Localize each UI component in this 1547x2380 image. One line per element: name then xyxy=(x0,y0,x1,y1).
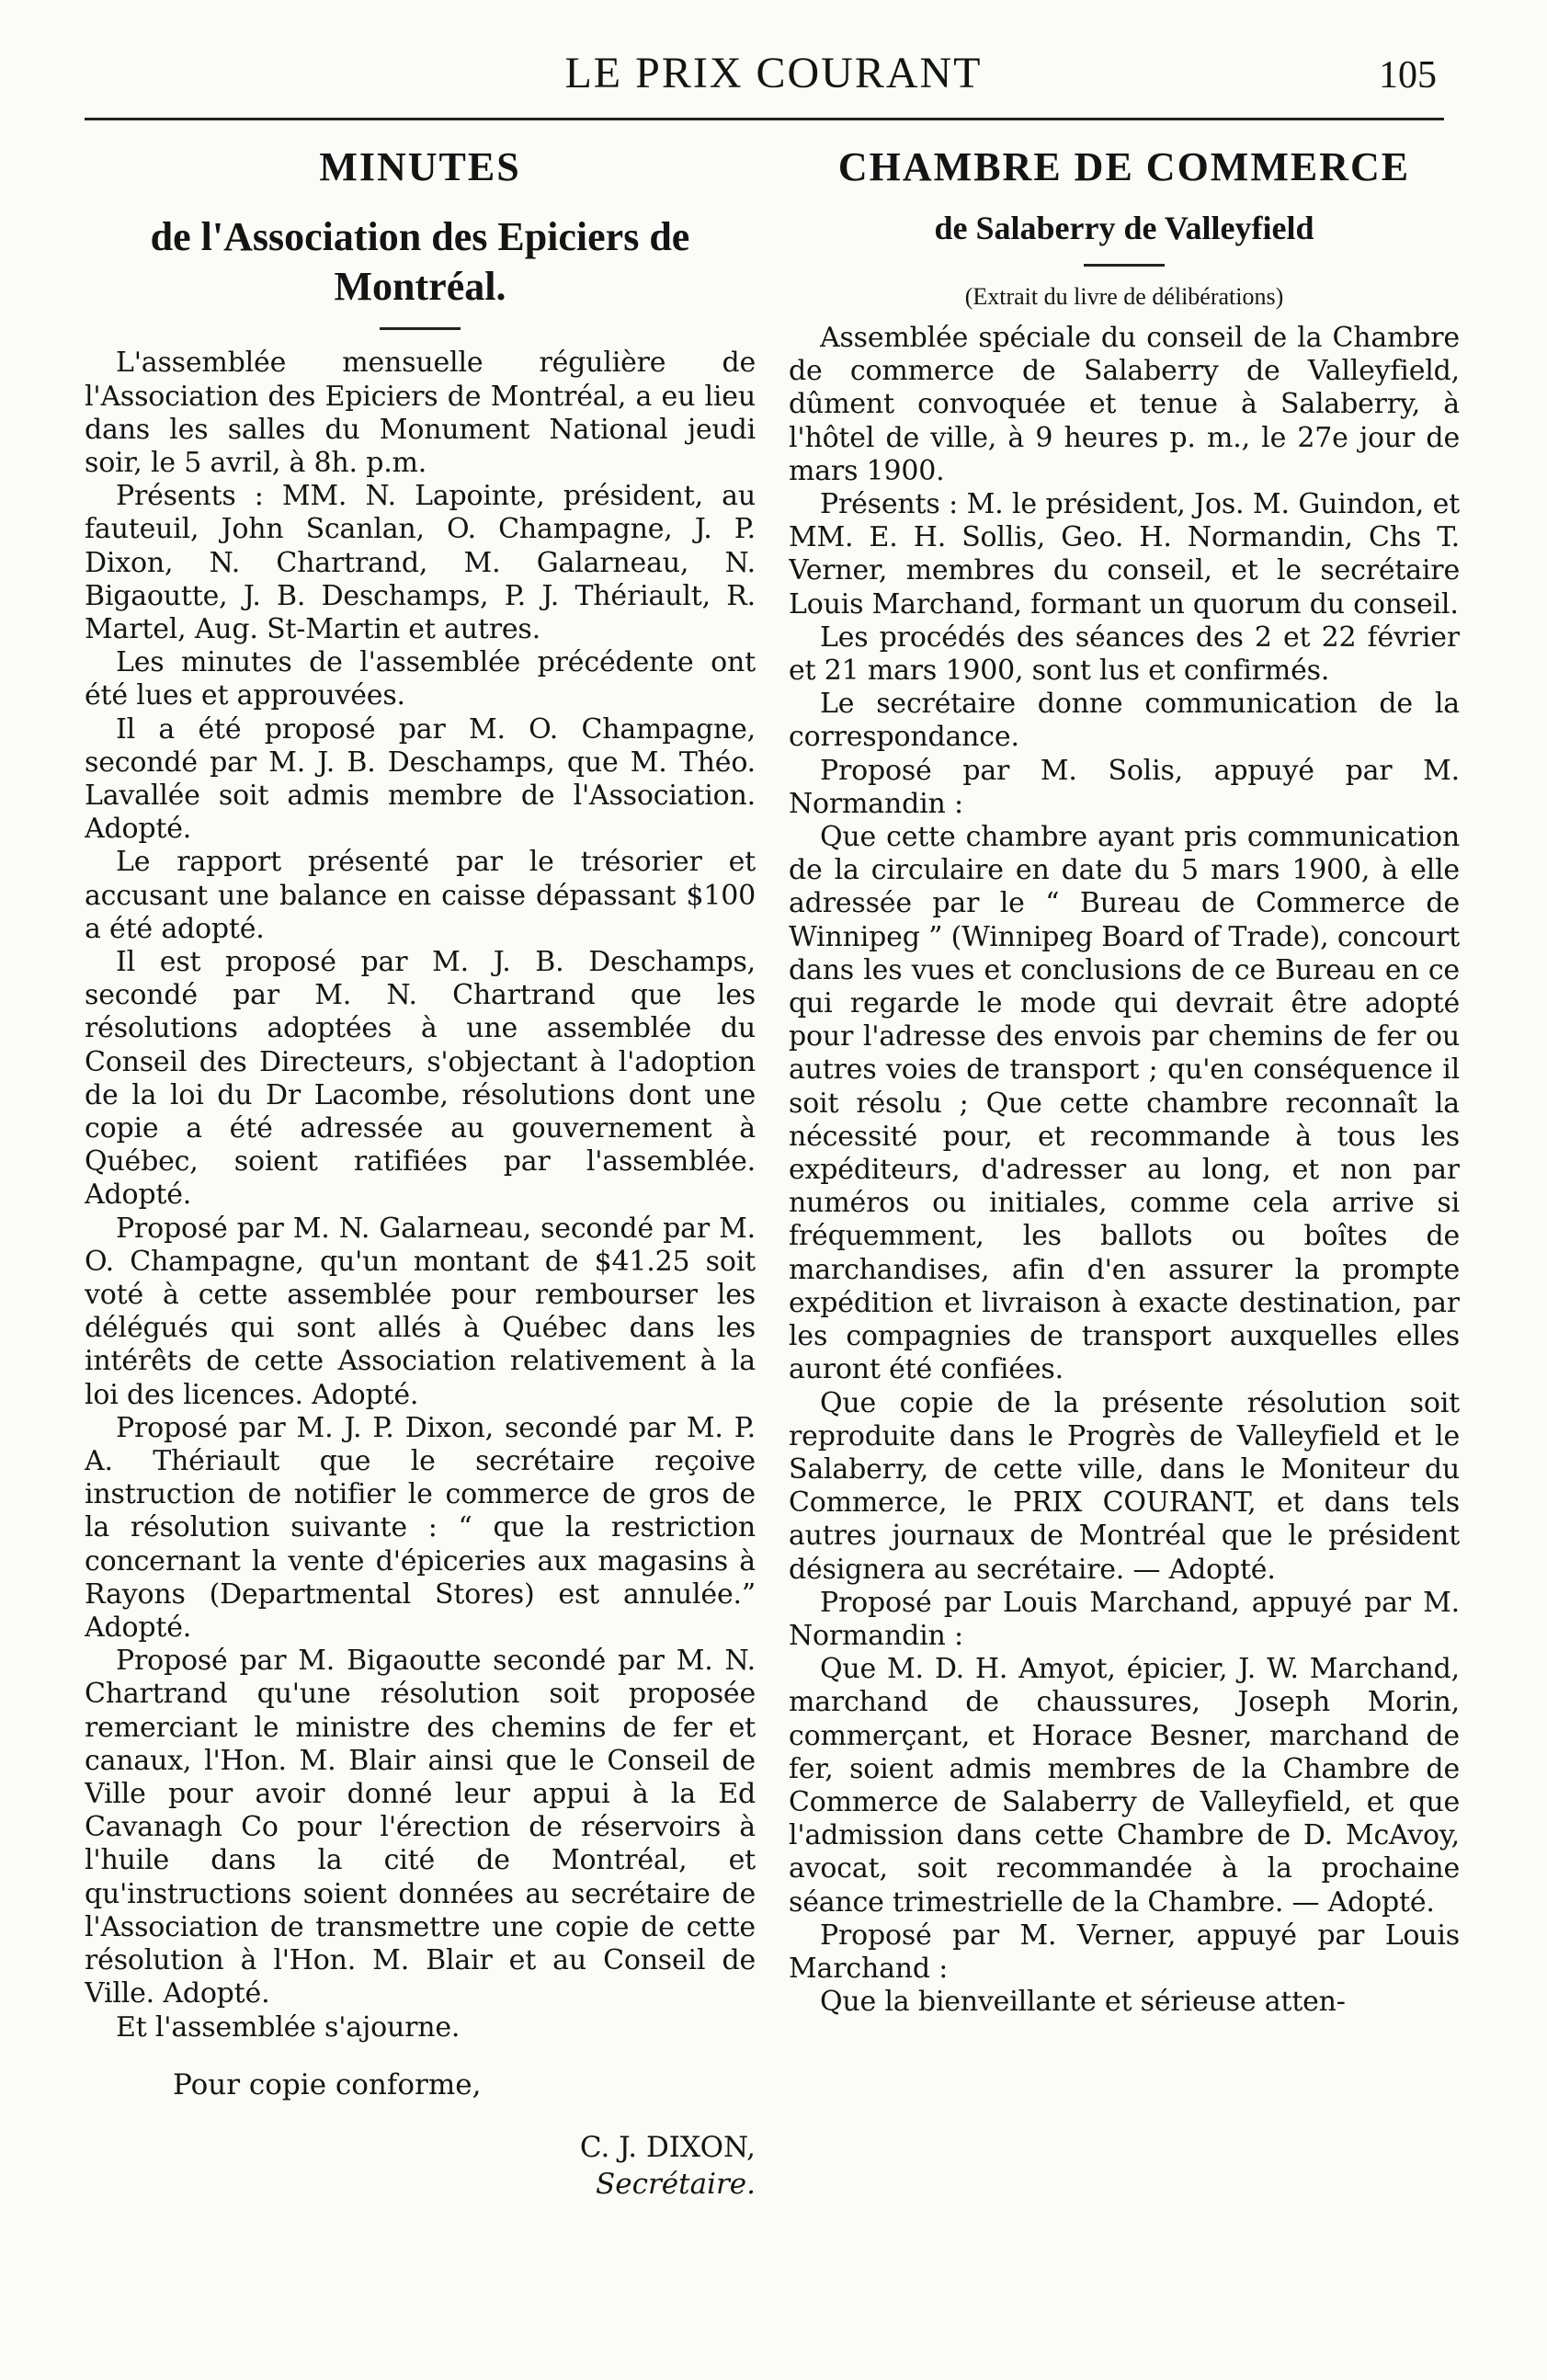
paragraph: L'assemblée mensuelle régulière de l'Association des Epiciers de Montréal, a eu lieu dans les salles du Monument National jeudi soir, le 5 avril, à 8h. p.m. xyxy=(85,347,756,479)
paragraph: Présents : MM. N. Lapointe, président, au fauteuil, John Scanlan, O. Champagne, J. P. Dixon, N. Chartrand, M. Galarneau, N. Bigaoutte, J. B. Deschamps, P. J. Thériault, R. Martel, Aug. St-Martin et autres. xyxy=(85,480,756,645)
extract-note: (Extrait du livre de délibérations) xyxy=(964,283,1284,310)
paragraph: Proposé par Louis Marchand, appuyé par M. Normandin : xyxy=(789,1586,1460,1652)
minutes-title: MINUTES xyxy=(319,144,521,189)
paragraph: Que M. D. H. Amyot, épicier, J. W. Marchand, marchand de chaussures, Joseph Morin, commerçant, et Horace Besner, marchand de fer, soient admis membres de la Chambre de Commerce de Salaberry de Valleyfield, et que l'admission dans cette Chambre de D. McAvoy, avocat, soit recommandée à la prochaine séance trimestrielle de la Chambre. — Adopté. xyxy=(789,1653,1460,1919)
paragraph: Et l'assemblée s'ajourne. xyxy=(116,2010,461,2044)
closing-line: Pour copie conforme, xyxy=(173,2067,482,2101)
paragraph: Le rapport présenté par le trésorier et accusant une balance en caisse dépassant $100 a été adopté. xyxy=(85,846,756,945)
section-divider xyxy=(1084,264,1165,267)
paragraph: Que cette chambre ayant pris communication de la circulaire en date du 5 mars 1900, à elle adressée par le “ Bureau de Commerce de Winnipeg ” (Winnipeg Board of Trade), concourt dans les vues et conclusions de ce Bureau en ce qui regarde le mode qui devrait être adopté pour l'adresse des envois par chemins de fer ou autres voies de transport ; qu'en conséquence il soit résolu ; Que cette chambre reconnaît la nécessité pour, et recommande à tous les expéditeurs, d'adresser au long, et non par numéros ou initiales, comme cela arrive si fréquemment, les ballots ou boîtes de marchandises, afin d'en assurer la prompte expédition et livraison à exacte destination, par les compagnies de transport auxquelles elles auront été confiées. xyxy=(789,821,1460,1386)
left-column-minutes xyxy=(85,138,756,2344)
paragraph: Les procédés des séances des 2 et 22 février et 21 mars 1900, sont lus et confirmés. xyxy=(789,621,1460,688)
signature-title: Secrétaire. xyxy=(596,2167,756,2201)
paragraph: Proposé par M. N. Galarneau, secondé par M. O. Champagne, qu'un montant de $41.25 soit voté à cette assemblée pour rembourser les délégués qui sont allés à Québec dans les intérêts de cette Association relativement à la loi des licences. Adopté. xyxy=(85,1212,756,1411)
paragraph: Assemblée spéciale du conseil de la Chambre de commerce de Salaberry de Valleyfield, dûment convoquée et tenue à Salaberry, à l'hôtel de ville, à 9 heures p. m., le 27e jour de mars 1900. xyxy=(789,322,1460,487)
paragraph: Il a été proposé par M. O. Champagne, secondé par M. J. B. Deschamps, que M. Théo. Lavallée soit admis membre de l'Association. Adopté. xyxy=(85,712,756,846)
paragraph: Proposé par M. Bigaoutte secondé par M. N. Chartrand qu'une résolution soit proposée remerciant le ministre des chemins de fer et canaux, l'Hon. M. Blair ainsi que le Conseil de Ville pour avoir donné leur appui à la Ed Cavanagh Co pour l'érection de réservoirs à l'huile dans la cité de Montréal, et qu'instructions soient données au secrétaire de l'Association de transmettre une copie de cette résolution à l'Hon. M. Blair et au Conseil de Ville. Adopté. xyxy=(85,1645,756,2010)
section-divider xyxy=(380,327,461,330)
minutes-subtitle: de l'Association des Epiciers de Montréal. xyxy=(150,214,690,309)
paragraph: Que copie de la présente résolution soit reproduite dans le Progrès de Valleyfield et le Salaberry, de cette ville, dans le Moniteur du Commerce, le PRIX COURANT, et dans tels autres journaux de Montréal que le président désignera au secrétaire. — Adopté. xyxy=(789,1386,1460,1586)
chambre-title: CHAMBRE DE COMMERCE xyxy=(837,144,1411,189)
paragraph: Que la bienveillante et sérieuse atten- xyxy=(820,1986,1346,2019)
paragraph: Proposé par M. Verner, appuyé par Louis Marchand : xyxy=(789,1919,1460,1985)
paragraph: Il est proposé par M. J. B. Deschamps, secondé par M. N. Chartrand que les résolutions adoptées à une assemblée du Conseil des Directeurs, s'objectant à l'adoption de la loi du Dr Lacombe, résolutions dont une copie a été adressée au gouvernement à Québec, soient ratifiées par l'assemblée. Adopté. xyxy=(85,946,756,1212)
signature-block xyxy=(85,2129,756,2203)
paragraph: Le secrétaire donne communication de la correspondance. xyxy=(789,688,1460,754)
paragraph: Les minutes de l'assemblée précédente ont été lues et approuvées. xyxy=(85,646,756,712)
paragraph: Proposé par M. Solis, appuyé par M. Normandin : xyxy=(789,754,1460,820)
running-title: LE PRIX COURANT xyxy=(564,49,983,97)
right-column-chambre xyxy=(789,138,1460,2344)
signature-name: C. J. DIXON, xyxy=(579,2130,756,2164)
page-header xyxy=(0,0,1547,138)
page-number: 105 xyxy=(1379,54,1437,97)
paragraph: Proposé par M. J. P. Dixon, secondé par M. P. A. Thériault que le secrétaire reçoive instruction de notifier le commerce de gros de la résolution suivante : “ que la restriction concernant la vente d'épiceries aux magasins à Rayons (Departmental Stores) est annulée.” Adopté. xyxy=(85,1411,756,1645)
header-rule xyxy=(85,118,1444,120)
chambre-subtitle: de Salaberry de Valleyfield xyxy=(934,210,1314,246)
paragraph: Présents : M. le président, Jos. M. Guindon, et MM. E. H. Sollis, Geo. H. Normandin, Chs T. Verner, membres du conseil, et le secrétaire Louis Marchand, formant un quorum du conseil. xyxy=(789,488,1460,621)
